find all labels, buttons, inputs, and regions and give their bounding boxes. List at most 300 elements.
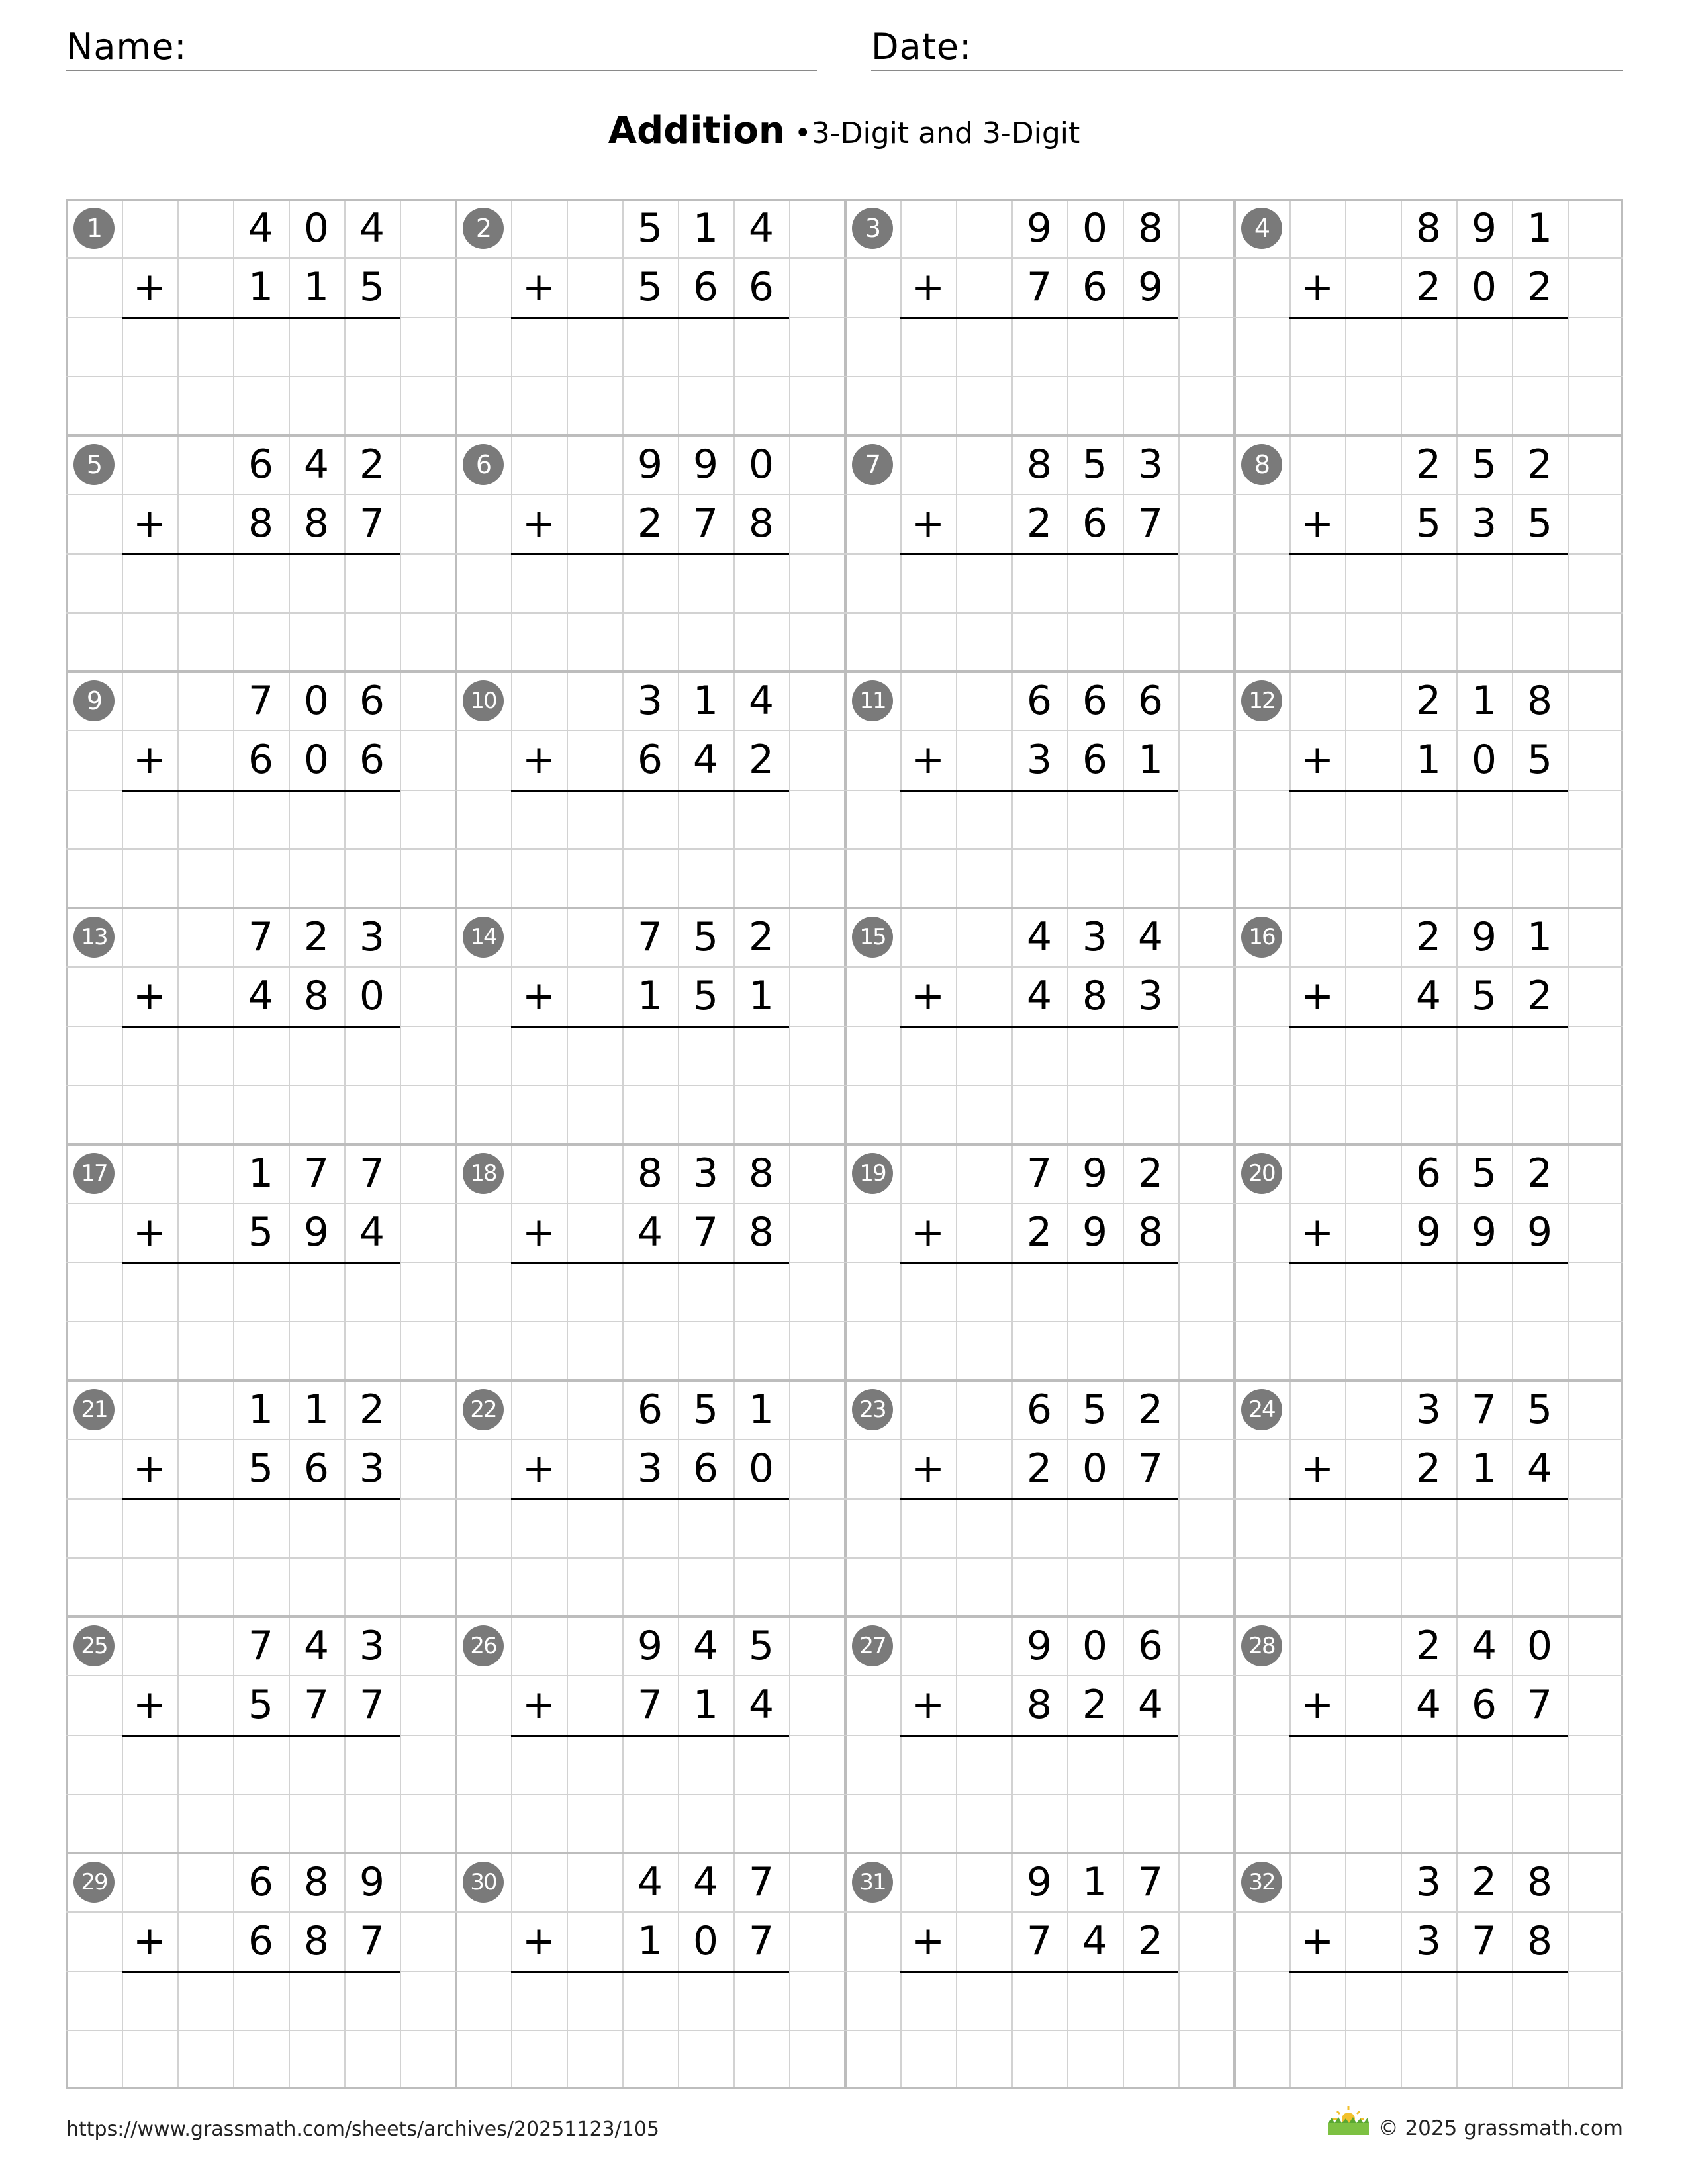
bottom-digit: 9: [1526, 1208, 1553, 1255]
bottom-digit: 9: [1137, 263, 1164, 310]
top-digit: 6: [359, 677, 385, 724]
plus-sign: +: [911, 1208, 945, 1255]
answer-area[interactable]: [900, 792, 1178, 905]
top-digit: 2: [303, 913, 330, 960]
bottom-digit: 1: [637, 1917, 663, 1964]
bottom-digit: 4: [748, 1681, 774, 1728]
bottom-digit: 6: [637, 736, 663, 783]
answer-area[interactable]: [900, 556, 1178, 669]
answer-line: [511, 1026, 789, 1028]
bottom-digit: 8: [1026, 1681, 1053, 1728]
bottom-digit: 7: [359, 1917, 385, 1964]
answer-area[interactable]: [900, 320, 1178, 433]
top-digit: 8: [748, 1150, 774, 1197]
top-digit: 1: [248, 1150, 274, 1197]
top-digit: 9: [1471, 205, 1497, 251]
top-digit: 7: [248, 913, 274, 960]
plus-sign: +: [522, 500, 556, 547]
top-digit: 6: [1137, 1622, 1164, 1669]
bottom-digit: 7: [692, 500, 719, 547]
problem-number-badge: 10: [463, 680, 504, 721]
plus-sign: +: [1300, 736, 1335, 783]
problem-number-badge: 8: [1241, 444, 1282, 485]
title-subtitle: 3-Digit and 3-Digit: [811, 116, 1080, 150]
top-digit: 7: [303, 1150, 330, 1197]
top-digit: 4: [303, 441, 330, 488]
bottom-digit: 1: [692, 1681, 719, 1728]
top-digit: 8: [303, 1858, 330, 1905]
problems-layer: [66, 199, 1623, 2089]
answer-line: [900, 1735, 1178, 1737]
answer-area[interactable]: [900, 1974, 1178, 2087]
top-digit: 3: [1082, 913, 1108, 960]
worksheet-grid: [66, 199, 1623, 2089]
problem-number-badge: 4: [1241, 208, 1282, 249]
top-digit: 7: [748, 1858, 774, 1905]
bottom-digit: 7: [1137, 1445, 1164, 1492]
bottom-digit: 7: [1137, 500, 1164, 547]
bottom-digit: 0: [748, 1445, 774, 1492]
top-digit: 1: [248, 1386, 274, 1433]
plus-sign: +: [911, 500, 945, 547]
bottom-digit: 5: [248, 1445, 274, 1492]
bottom-digit: 6: [748, 263, 774, 310]
answer-line: [1289, 1262, 1568, 1264]
top-digit: 1: [1526, 205, 1553, 251]
top-digit: 2: [1471, 1858, 1497, 1905]
top-digit: 6: [1415, 1150, 1442, 1197]
bottom-digit: 6: [692, 1445, 719, 1492]
top-digit: 1: [692, 677, 719, 724]
bottom-digit: 6: [1471, 1681, 1497, 1728]
answer-line: [122, 1498, 400, 1500]
top-digit: 8: [1526, 1858, 1553, 1905]
bottom-digit: 1: [637, 972, 663, 1019]
problem-number-badge: 5: [73, 444, 115, 485]
bottom-digit: 6: [248, 736, 274, 783]
plus-sign: +: [132, 1445, 167, 1492]
bottom-digit: 5: [1526, 736, 1553, 783]
worksheet-title: [0, 105, 1688, 160]
bottom-digit: 3: [1137, 972, 1164, 1019]
plus-sign: +: [132, 500, 167, 547]
answer-line: [122, 1026, 400, 1028]
answer-area[interactable]: [1289, 1028, 1568, 1142]
bottom-digit: 7: [1471, 1917, 1497, 1964]
plus-sign: +: [132, 1681, 167, 1728]
answer-area[interactable]: [1289, 556, 1568, 669]
bottom-digit: 6: [1082, 736, 1108, 783]
top-digit: 4: [1471, 1622, 1497, 1669]
top-digit: 5: [692, 913, 719, 960]
problem-number-badge: 25: [73, 1625, 115, 1666]
plus-sign: +: [522, 263, 556, 310]
bottom-digit: 2: [1526, 972, 1553, 1019]
top-digit: 0: [1082, 1622, 1108, 1669]
name-label: Name:: [66, 26, 187, 68]
answer-area[interactable]: [1289, 320, 1568, 433]
plus-sign: +: [132, 263, 167, 310]
plus-sign: +: [522, 736, 556, 783]
problem-number-badge: 2: [463, 208, 504, 249]
answer-area[interactable]: [900, 1737, 1178, 1850]
answer-area[interactable]: [122, 1028, 400, 1142]
answer-line: [511, 1498, 789, 1500]
top-digit: 9: [692, 441, 719, 488]
answer-line: [1289, 1026, 1568, 1028]
date-label: Date:: [871, 26, 972, 68]
bottom-digit: 3: [359, 1445, 385, 1492]
top-digit: 7: [248, 1622, 274, 1669]
bottom-digit: 6: [248, 1917, 274, 1964]
top-digit: 1: [1526, 913, 1553, 960]
plus-sign: +: [522, 1208, 556, 1255]
top-digit: 5: [748, 1622, 774, 1669]
plus-sign: +: [1300, 263, 1335, 310]
bottom-digit: 3: [1026, 736, 1053, 783]
bottom-digit: 5: [248, 1208, 274, 1255]
top-digit: 0: [303, 677, 330, 724]
top-digit: 9: [637, 1622, 663, 1669]
answer-area[interactable]: [511, 1974, 789, 2087]
bottom-digit: 7: [303, 1681, 330, 1728]
bottom-digit: 6: [1082, 500, 1108, 547]
problem-number-badge: 32: [1241, 1862, 1282, 1903]
top-digit: 7: [359, 1150, 385, 1197]
problem-number-badge: 6: [463, 444, 504, 485]
top-digit: 9: [1026, 1622, 1053, 1669]
plus-sign: +: [911, 1445, 945, 1492]
answer-area[interactable]: [511, 1028, 789, 1142]
bottom-digit: 6: [359, 736, 385, 783]
bottom-digit: 8: [303, 972, 330, 1019]
problem-number-badge: 9: [73, 680, 115, 721]
top-digit: 2: [1415, 441, 1442, 488]
problem-number-badge: 15: [852, 917, 893, 958]
top-digit: 1: [692, 205, 719, 251]
top-digit: 9: [359, 1858, 385, 1905]
top-digit: 1: [303, 1386, 330, 1433]
answer-line: [1289, 1971, 1568, 1973]
bottom-digit: 4: [1026, 972, 1053, 1019]
problem-number-badge: 30: [463, 1862, 504, 1903]
problem-number-badge: 14: [463, 917, 504, 958]
answer-area[interactable]: [511, 1501, 789, 1614]
answer-line: [511, 790, 789, 792]
answer-line: [1289, 553, 1568, 555]
title-separator: •: [794, 116, 812, 150]
answer-area[interactable]: [122, 1501, 400, 1614]
top-digit: 3: [637, 677, 663, 724]
top-digit: 8: [1526, 677, 1553, 724]
answer-area[interactable]: [1289, 1265, 1568, 1378]
bottom-digit: 2: [637, 500, 663, 547]
answer-area[interactable]: [1289, 1501, 1568, 1614]
answer-line: [900, 553, 1178, 555]
answer-line: [511, 1735, 789, 1737]
answer-line: [511, 1971, 789, 1973]
top-digit: 8: [1026, 441, 1053, 488]
top-digit: 9: [637, 441, 663, 488]
answer-area[interactable]: [1289, 1974, 1568, 2087]
bottom-digit: 1: [248, 263, 274, 310]
plus-sign: +: [1300, 1681, 1335, 1728]
top-digit: 8: [1415, 205, 1442, 251]
top-digit: 8: [1137, 205, 1164, 251]
answer-area[interactable]: [122, 792, 400, 905]
bottom-digit: 2: [1082, 1681, 1108, 1728]
top-digit: 6: [1137, 677, 1164, 724]
answer-line: [122, 1262, 400, 1264]
bottom-digit: 1: [1415, 736, 1442, 783]
top-digit: 6: [248, 441, 274, 488]
bottom-digit: 2: [1137, 1917, 1164, 1964]
bottom-digit: 4: [692, 736, 719, 783]
answer-line: [122, 1971, 400, 1973]
top-digit: 6: [1026, 1386, 1053, 1433]
top-digit: 1: [1082, 1858, 1108, 1905]
problem-number-badge: 3: [852, 208, 893, 249]
bottom-digit: 5: [1526, 500, 1553, 547]
answer-area[interactable]: [511, 1737, 789, 1850]
footer-url[interactable]: https://www.grassmath.com/sheets/archives/20251123/105: [66, 2118, 660, 2141]
answer-line: [900, 1971, 1178, 1973]
bottom-digit: 5: [1415, 500, 1442, 547]
bottom-digit: 5: [692, 972, 719, 1019]
plus-sign: +: [132, 1208, 167, 1255]
top-digit: 4: [1137, 913, 1164, 960]
answer-area[interactable]: [900, 1265, 1178, 1378]
problem-number-badge: 26: [463, 1625, 504, 1666]
bottom-digit: 7: [359, 500, 385, 547]
top-digit: 5: [692, 1386, 719, 1433]
top-digit: 2: [1526, 1150, 1553, 1197]
top-digit: 4: [637, 1858, 663, 1905]
top-digit: 7: [248, 677, 274, 724]
top-digit: 3: [359, 913, 385, 960]
footer-copyright: © 2025 grassmath.com: [1378, 2116, 1623, 2140]
answer-line: [900, 1262, 1178, 1264]
bottom-digit: 6: [1082, 263, 1108, 310]
answer-area[interactable]: [900, 1501, 1178, 1614]
top-digit: 5: [1471, 1150, 1497, 1197]
answer-area[interactable]: [122, 556, 400, 669]
answer-line: [900, 1026, 1178, 1028]
bottom-digit: 7: [748, 1917, 774, 1964]
bottom-digit: 0: [692, 1917, 719, 1964]
name-field[interactable]: [66, 20, 817, 71]
problem-number-badge: 16: [1241, 917, 1282, 958]
bottom-digit: 0: [303, 736, 330, 783]
bottom-digit: 2: [1026, 1208, 1053, 1255]
top-digit: 5: [1526, 1386, 1553, 1433]
plus-sign: +: [1300, 1208, 1335, 1255]
bottom-digit: 4: [359, 1208, 385, 1255]
bottom-digit: 3: [1471, 500, 1497, 547]
bottom-digit: 9: [1471, 1208, 1497, 1255]
problem-number-badge: 13: [73, 917, 115, 958]
problem-number-badge: 7: [852, 444, 893, 485]
top-digit: 5: [1082, 441, 1108, 488]
top-digit: 2: [1137, 1150, 1164, 1197]
top-digit: 7: [637, 913, 663, 960]
bottom-digit: 9: [303, 1208, 330, 1255]
problem-number-badge: 12: [1241, 680, 1282, 721]
answer-area[interactable]: [511, 556, 789, 669]
answer-area[interactable]: [122, 320, 400, 433]
problem-number-badge: 22: [463, 1389, 504, 1430]
answer-line: [1289, 1498, 1568, 1500]
bottom-digit: 7: [1026, 263, 1053, 310]
problem-number-badge: 28: [1241, 1625, 1282, 1666]
bottom-digit: 7: [1526, 1681, 1553, 1728]
plus-sign: +: [522, 1681, 556, 1728]
top-digit: 0: [1082, 205, 1108, 251]
top-digit: 3: [1415, 1386, 1442, 1433]
answer-line: [122, 317, 400, 319]
top-digit: 1: [1471, 677, 1497, 724]
answer-area[interactable]: [511, 792, 789, 905]
answer-line: [511, 317, 789, 319]
answer-area[interactable]: [122, 1265, 400, 1378]
top-digit: 7: [1471, 1386, 1497, 1433]
top-digit: 4: [1026, 913, 1053, 960]
problem-number-badge: 23: [852, 1389, 893, 1430]
plus-sign: +: [132, 972, 167, 1019]
top-digit: 5: [637, 205, 663, 251]
answer-area[interactable]: [122, 1974, 400, 2087]
top-digit: 9: [1026, 205, 1053, 251]
top-digit: 2: [1415, 1622, 1442, 1669]
problem-number-badge: 17: [73, 1153, 115, 1194]
top-digit: 2: [359, 441, 385, 488]
top-digit: 6: [1082, 677, 1108, 724]
top-digit: 6: [637, 1386, 663, 1433]
bottom-digit: 4: [1082, 1917, 1108, 1964]
bottom-digit: 4: [1415, 972, 1442, 1019]
answer-area[interactable]: [1289, 1737, 1568, 1850]
plus-sign: +: [522, 1917, 556, 1964]
bottom-digit: 4: [1526, 1445, 1553, 1492]
plus-sign: +: [132, 1917, 167, 1964]
bottom-digit: 6: [692, 263, 719, 310]
bottom-digit: 8: [1526, 1917, 1553, 1964]
plus-sign: +: [911, 1917, 945, 1964]
bottom-digit: 2: [748, 736, 774, 783]
top-digit: 7: [1026, 1150, 1053, 1197]
bottom-digit: 5: [1471, 972, 1497, 1019]
bottom-digit: 8: [748, 1208, 774, 1255]
bottom-digit: 8: [303, 1917, 330, 1964]
answer-area[interactable]: [122, 1737, 400, 1850]
answer-line: [900, 1498, 1178, 1500]
top-digit: 6: [1026, 677, 1053, 724]
problem-number-badge: 19: [852, 1153, 893, 1194]
title-main: Addition: [608, 109, 785, 152]
top-digit: 4: [748, 205, 774, 251]
top-digit: 3: [359, 1622, 385, 1669]
bottom-digit: 2: [1026, 1445, 1053, 1492]
plus-sign: +: [911, 1681, 945, 1728]
answer-area[interactable]: [511, 1265, 789, 1378]
bottom-digit: 4: [1415, 1681, 1442, 1728]
plus-sign: +: [911, 736, 945, 783]
answer-line: [122, 553, 400, 555]
bottom-digit: 1: [1137, 736, 1164, 783]
answer-line: [122, 1735, 400, 1737]
problem-number-badge: 20: [1241, 1153, 1282, 1194]
top-digit: 4: [692, 1622, 719, 1669]
bottom-digit: 4: [1137, 1681, 1164, 1728]
bottom-digit: 0: [1471, 736, 1497, 783]
bottom-digit: 0: [359, 972, 385, 1019]
answer-line: [511, 553, 789, 555]
top-digit: 2: [1415, 913, 1442, 960]
bottom-digit: 1: [1471, 1445, 1497, 1492]
bottom-digit: 0: [1082, 1445, 1108, 1492]
bottom-digit: 2: [1415, 263, 1442, 310]
top-digit: 3: [692, 1150, 719, 1197]
top-digit: 2: [1137, 1386, 1164, 1433]
bottom-digit: 3: [1415, 1917, 1442, 1964]
top-digit: 4: [248, 205, 274, 251]
bottom-digit: 2: [1026, 500, 1053, 547]
top-digit: 3: [1415, 1858, 1442, 1905]
answer-line: [900, 317, 1178, 319]
problem-number-badge: 24: [1241, 1389, 1282, 1430]
bottom-digit: 5: [359, 263, 385, 310]
top-digit: 2: [1526, 441, 1553, 488]
top-digit: 9: [1082, 1150, 1108, 1197]
answer-area[interactable]: [511, 320, 789, 433]
top-digit: 9: [1471, 913, 1497, 960]
answer-area[interactable]: [900, 1028, 1178, 1142]
bottom-digit: 1: [303, 263, 330, 310]
bottom-digit: 2: [1526, 263, 1553, 310]
answer-line: [122, 790, 400, 792]
bottom-digit: 3: [637, 1445, 663, 1492]
bottom-digit: 8: [748, 500, 774, 547]
plus-sign: +: [1300, 500, 1335, 547]
plus-sign: +: [911, 263, 945, 310]
problem-number-badge: 11: [852, 680, 893, 721]
plus-sign: +: [1300, 972, 1335, 1019]
bottom-digit: 7: [1026, 1917, 1053, 1964]
top-digit: 4: [303, 1622, 330, 1669]
plus-sign: +: [911, 972, 945, 1019]
bottom-digit: 8: [1082, 972, 1108, 1019]
problem-number-badge: 27: [852, 1625, 893, 1666]
top-digit: 2: [359, 1386, 385, 1433]
bottom-digit: 6: [303, 1445, 330, 1492]
bottom-digit: 9: [1082, 1208, 1108, 1255]
date-field[interactable]: [871, 20, 1623, 71]
top-digit: 6: [248, 1858, 274, 1905]
bottom-digit: 8: [303, 500, 330, 547]
answer-line: [511, 1262, 789, 1264]
plus-sign: +: [522, 1445, 556, 1492]
bottom-digit: 5: [637, 263, 663, 310]
problem-number-badge: 18: [463, 1153, 504, 1194]
problem-number-badge: 21: [73, 1389, 115, 1430]
answer-area[interactable]: [1289, 792, 1568, 905]
top-digit: 5: [1471, 441, 1497, 488]
bottom-digit: 5: [248, 1681, 274, 1728]
problem-number-badge: 1: [73, 208, 115, 249]
bottom-digit: 1: [748, 972, 774, 1019]
top-digit: 4: [692, 1858, 719, 1905]
plus-sign: +: [1300, 1445, 1335, 1492]
